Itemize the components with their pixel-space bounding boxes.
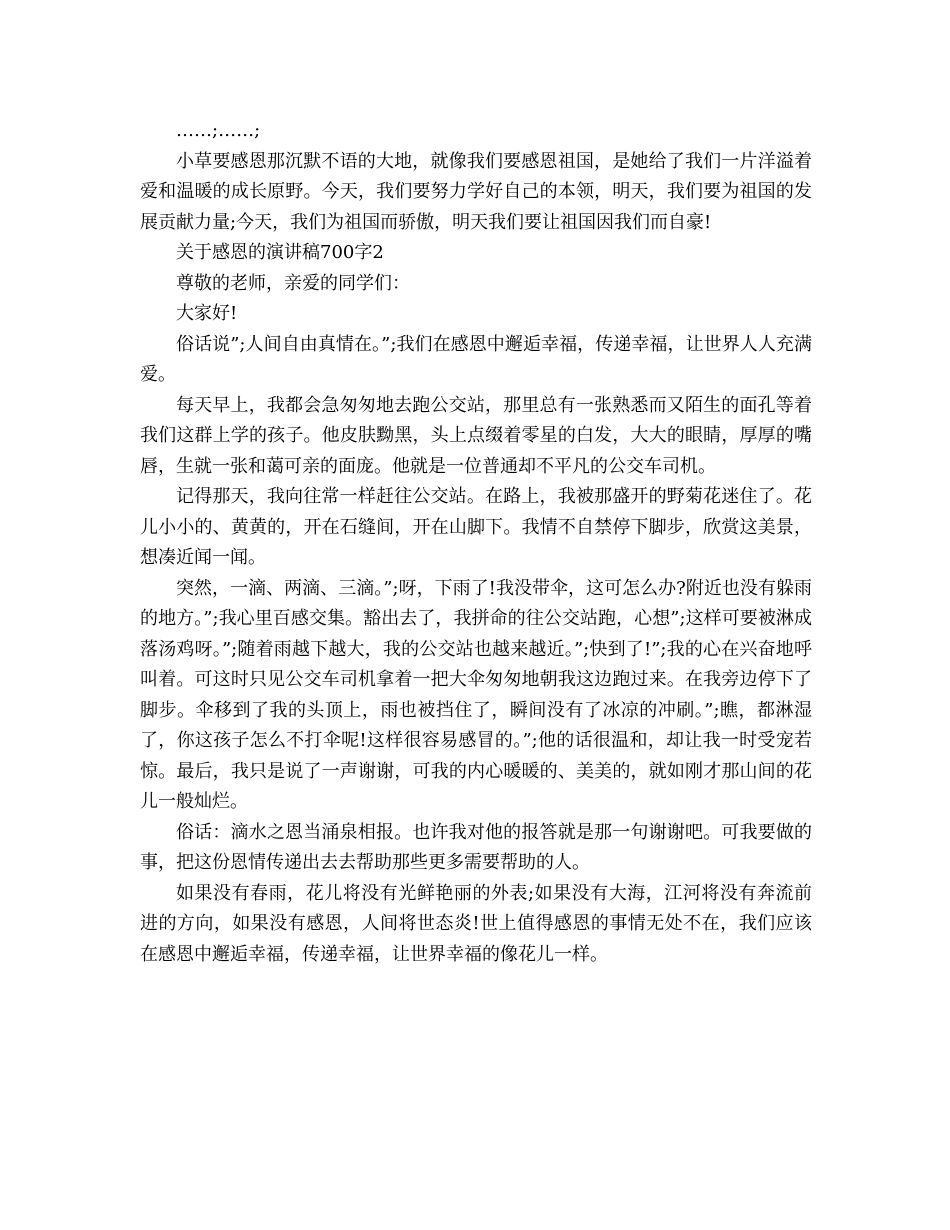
paragraph-ellipsis: ……;……;	[176, 120, 261, 141]
salutation: 尊敬的老师，亲爱的同学们：	[176, 272, 410, 294]
paragraph-proverb: 俗话：滴水之恩当涌泉相报。也许我对他的报答就是那一句谢谢吧。可我要做的事，把这份恩情传递出去去帮助那些更多需要帮助的人。	[140, 821, 812, 873]
paragraph-bus-driver: 每天早上，我都会急匆匆地去跑公交站，那里总有一张熟悉而又陌生的面孔等着我们这群上学的孩子。他皮肤黝黑，头上点缀着零星的白发，大大的眼睛，厚厚的嘴唇，生就一张和蔼可亲的面庞。他就是一位普通却不平凡的公交车司机。	[140, 394, 812, 477]
paragraph-conclusion: 如果没有春雨，花儿将没有光鲜艳丽的外表;如果没有大海，江河将没有奔流前进的方向，如果没有感恩，人间将世态炎!世上值得感恩的事情无处不在，我们应该在感恩中邂逅幸福，传递幸福，让世界幸福的像花儿一样。	[140, 882, 812, 965]
paragraph-that-day: 记得那天，我向往常一样赶往公交站。在路上，我被那盛开的野菊花迷住了。花儿小小的、黄黄的，开在石缝间，开在山脚下。我情不自禁停下脚步，欣赏这美景，想凑近闻一闻。	[140, 486, 812, 568]
paragraph-grass-gratitude: 小草要感恩那沉默不语的大地，就像我们要感恩祖国，是她给了我们一片洋溢着爱和温暖的成长原野。今天，我们要努力学好自己的本领，明天，我们要为祖国的发展贡献力量;今天，我们为祖国而骄傲，明天我们要让祖国因我们而自豪!	[140, 150, 812, 233]
speech-title: 关于感恩的演讲稿700字2	[176, 242, 384, 263]
greeting: 大家好!	[176, 303, 238, 324]
document-body	[140, 116, 812, 970]
paragraph-rain: 突然，一滴、两滴、三滴。”;呀，下雨了!我没带伞，这可怎么办?附近也没有躲雨的地方。”;我心里百感交集。豁出去了，我拼命的往公交站跑，心想”;这样可要被淋成落汤鸡呀。”;随着雨越下越大，我的公交站也越来越近。”;快到了!”;我的心在兴奋地呼叫着。可这时只见公交车司机拿着一把大伞匆匆地朝我这边跑过来。在我旁边停下了脚步。伞移到了我的头顶上，雨也被挡住了，瞬间没有了冰凉的冲刷。”;瞧，都淋湿了，你这孩子怎么不打伞呢!这样很容易感冒的。”;他的话很温和，却让我一时受宠若惊。最后，我只是说了一声谢谢，可我的内心暖暖的、美美的，就如刚才那山间的花儿一般灿烂。	[140, 577, 812, 812]
paragraph-saying: 俗话说”;人间自由真情在。”;我们在感恩中邂逅幸福，传递幸福，让世界人人充满爱。	[140, 333, 812, 385]
